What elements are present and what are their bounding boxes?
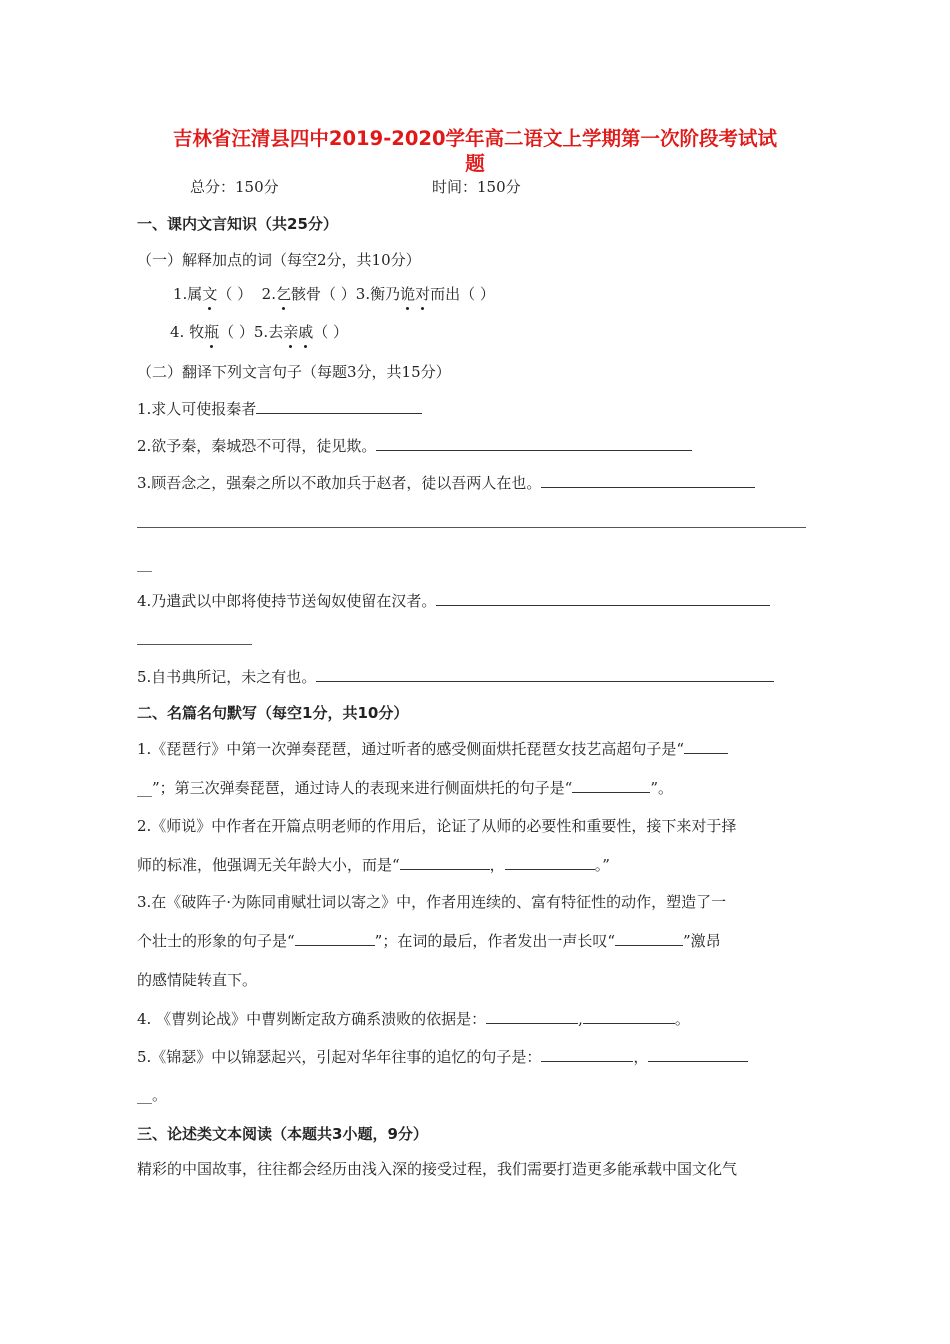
part1-heading: （一）解释加点的词（每空2分，共10分） bbox=[137, 251, 421, 269]
translate-q3: 3.顾吾念之，强秦之所以不敢加兵于赵者，徒以吾两人在也。 bbox=[137, 473, 755, 493]
recite-q2-line1: 2.《师说》中作者在开篇点明老师的作用后，论证了从师的必要性和重要性，接下来对于择 bbox=[137, 817, 737, 835]
answer-blank[interactable] bbox=[486, 1009, 578, 1024]
answer-paren[interactable]: （ ） bbox=[460, 285, 495, 303]
answer-blank[interactable] bbox=[541, 1047, 633, 1062]
answer-blank[interactable] bbox=[541, 473, 755, 488]
section3-heading: 三、论述类文本阅读（本题共3小题，9分） bbox=[137, 1125, 428, 1143]
recite-q3-line1: 3.在《破阵子·为陈同甫赋壮词以寄之》中，作者用连续的、富有特征性的动作，塑造了一 bbox=[137, 893, 727, 911]
answer-blank[interactable] bbox=[684, 739, 728, 754]
exam-title-line1: 吉林省汪清县四中2019-2020学年高二语文上学期第一次阶段考试试 bbox=[172, 127, 778, 150]
dotted-char: 诡 bbox=[400, 285, 416, 303]
answer-blank[interactable] bbox=[615, 931, 683, 946]
vocab-row-2: 4. 牧瓶（ ）5.去亲戚（ ） bbox=[170, 323, 349, 341]
part2-heading: （二）翻译下列文言句子（每题3分，共15分） bbox=[137, 363, 451, 381]
answer-blank[interactable] bbox=[648, 1047, 748, 1062]
vocab-row-1: 1.属文（ ） 2.乞骸骨（ ）3.衡乃诡对而出（ ） bbox=[173, 285, 495, 303]
total-score: 总分：150分 bbox=[190, 178, 279, 196]
answer-blank[interactable] bbox=[295, 931, 375, 946]
section3-paragraph: 精彩的中国故事，往往都会经历由浅入深的接受过程，我们需要打造更多能承载中国文化气 bbox=[137, 1160, 738, 1178]
recite-q1-line2: __”；第三次弹奏琵琶，通过诗人的表现来进行侧面烘托的句子是“ ”。 bbox=[137, 779, 674, 797]
answer-paren[interactable]: （ ） bbox=[313, 323, 349, 341]
answer-paren[interactable]: （ ） bbox=[321, 285, 356, 303]
translate-q2: 2.欲予秦，秦城恐不可得，徒见欺。 bbox=[137, 436, 692, 456]
section2-heading: 二、名篇名句默写（每空1分，共10分） bbox=[137, 704, 409, 722]
answer-blank[interactable] bbox=[505, 855, 595, 870]
answer-blank[interactable] bbox=[376, 436, 692, 451]
recite-q4: 4. 《曹刿论战》中曹刿断定敌方确系溃败的依据是： , 。 bbox=[137, 1010, 690, 1028]
exam-title-line2: 题 bbox=[465, 152, 485, 175]
answer-blank[interactable] bbox=[436, 591, 770, 606]
recite-q3-line2: 个壮士的形象的句子是“ ”；在词的最后，作者发出一声长叹“ ”激昂 bbox=[137, 932, 721, 950]
dotted-char: 戚 bbox=[298, 323, 314, 341]
exam-time: 时间：150分 bbox=[432, 178, 521, 196]
answer-line[interactable] bbox=[137, 644, 252, 645]
recite-q1-line1: 1.《琵琶行》中第一次弹奏琵琶，通过听者的感受侧面烘托琵琶女技艺高超句子是“ bbox=[137, 739, 728, 759]
answer-blank[interactable] bbox=[316, 667, 774, 682]
answer-blank[interactable] bbox=[256, 399, 422, 414]
recite-q3-line3: 的感情陡转直下。 bbox=[137, 971, 258, 989]
section1-heading: 一、课内文言知识（共25分） bbox=[137, 215, 338, 233]
answer-paren[interactable]: （ ） bbox=[219, 323, 254, 341]
translate-q5: 5.自书典所记，未之有也。 bbox=[137, 667, 774, 687]
answer-blank[interactable] bbox=[400, 855, 490, 870]
recite-q5-line1: 5.《锦瑟》中以锦瑟起兴，引起对华年往事的追忆的句子是： ， bbox=[137, 1047, 748, 1067]
dotted-char: 乞 bbox=[275, 285, 291, 303]
dotted-char: 文 bbox=[202, 285, 218, 303]
recite-q2-line2: 师的标准，他强调无关年龄大小，而是“ ， 。” bbox=[137, 856, 610, 874]
translate-q4: 4.乃遣武以中郎将使持节送匈奴使留在汉者。 bbox=[137, 591, 770, 611]
answer-blank[interactable] bbox=[572, 778, 650, 793]
answer-blank[interactable] bbox=[583, 1009, 675, 1024]
answer-line[interactable] bbox=[137, 527, 806, 528]
dotted-char: 瓶 bbox=[204, 323, 220, 341]
dotted-char: 对 bbox=[415, 285, 431, 303]
dotted-char: 亲 bbox=[283, 323, 299, 341]
translate-q1: 1.求人可使报秦者 bbox=[137, 399, 422, 419]
translate-q3-tail: __ bbox=[137, 554, 152, 572]
recite-q5-tail: __。 bbox=[137, 1086, 168, 1104]
answer-paren[interactable]: （ ） bbox=[217, 285, 253, 303]
